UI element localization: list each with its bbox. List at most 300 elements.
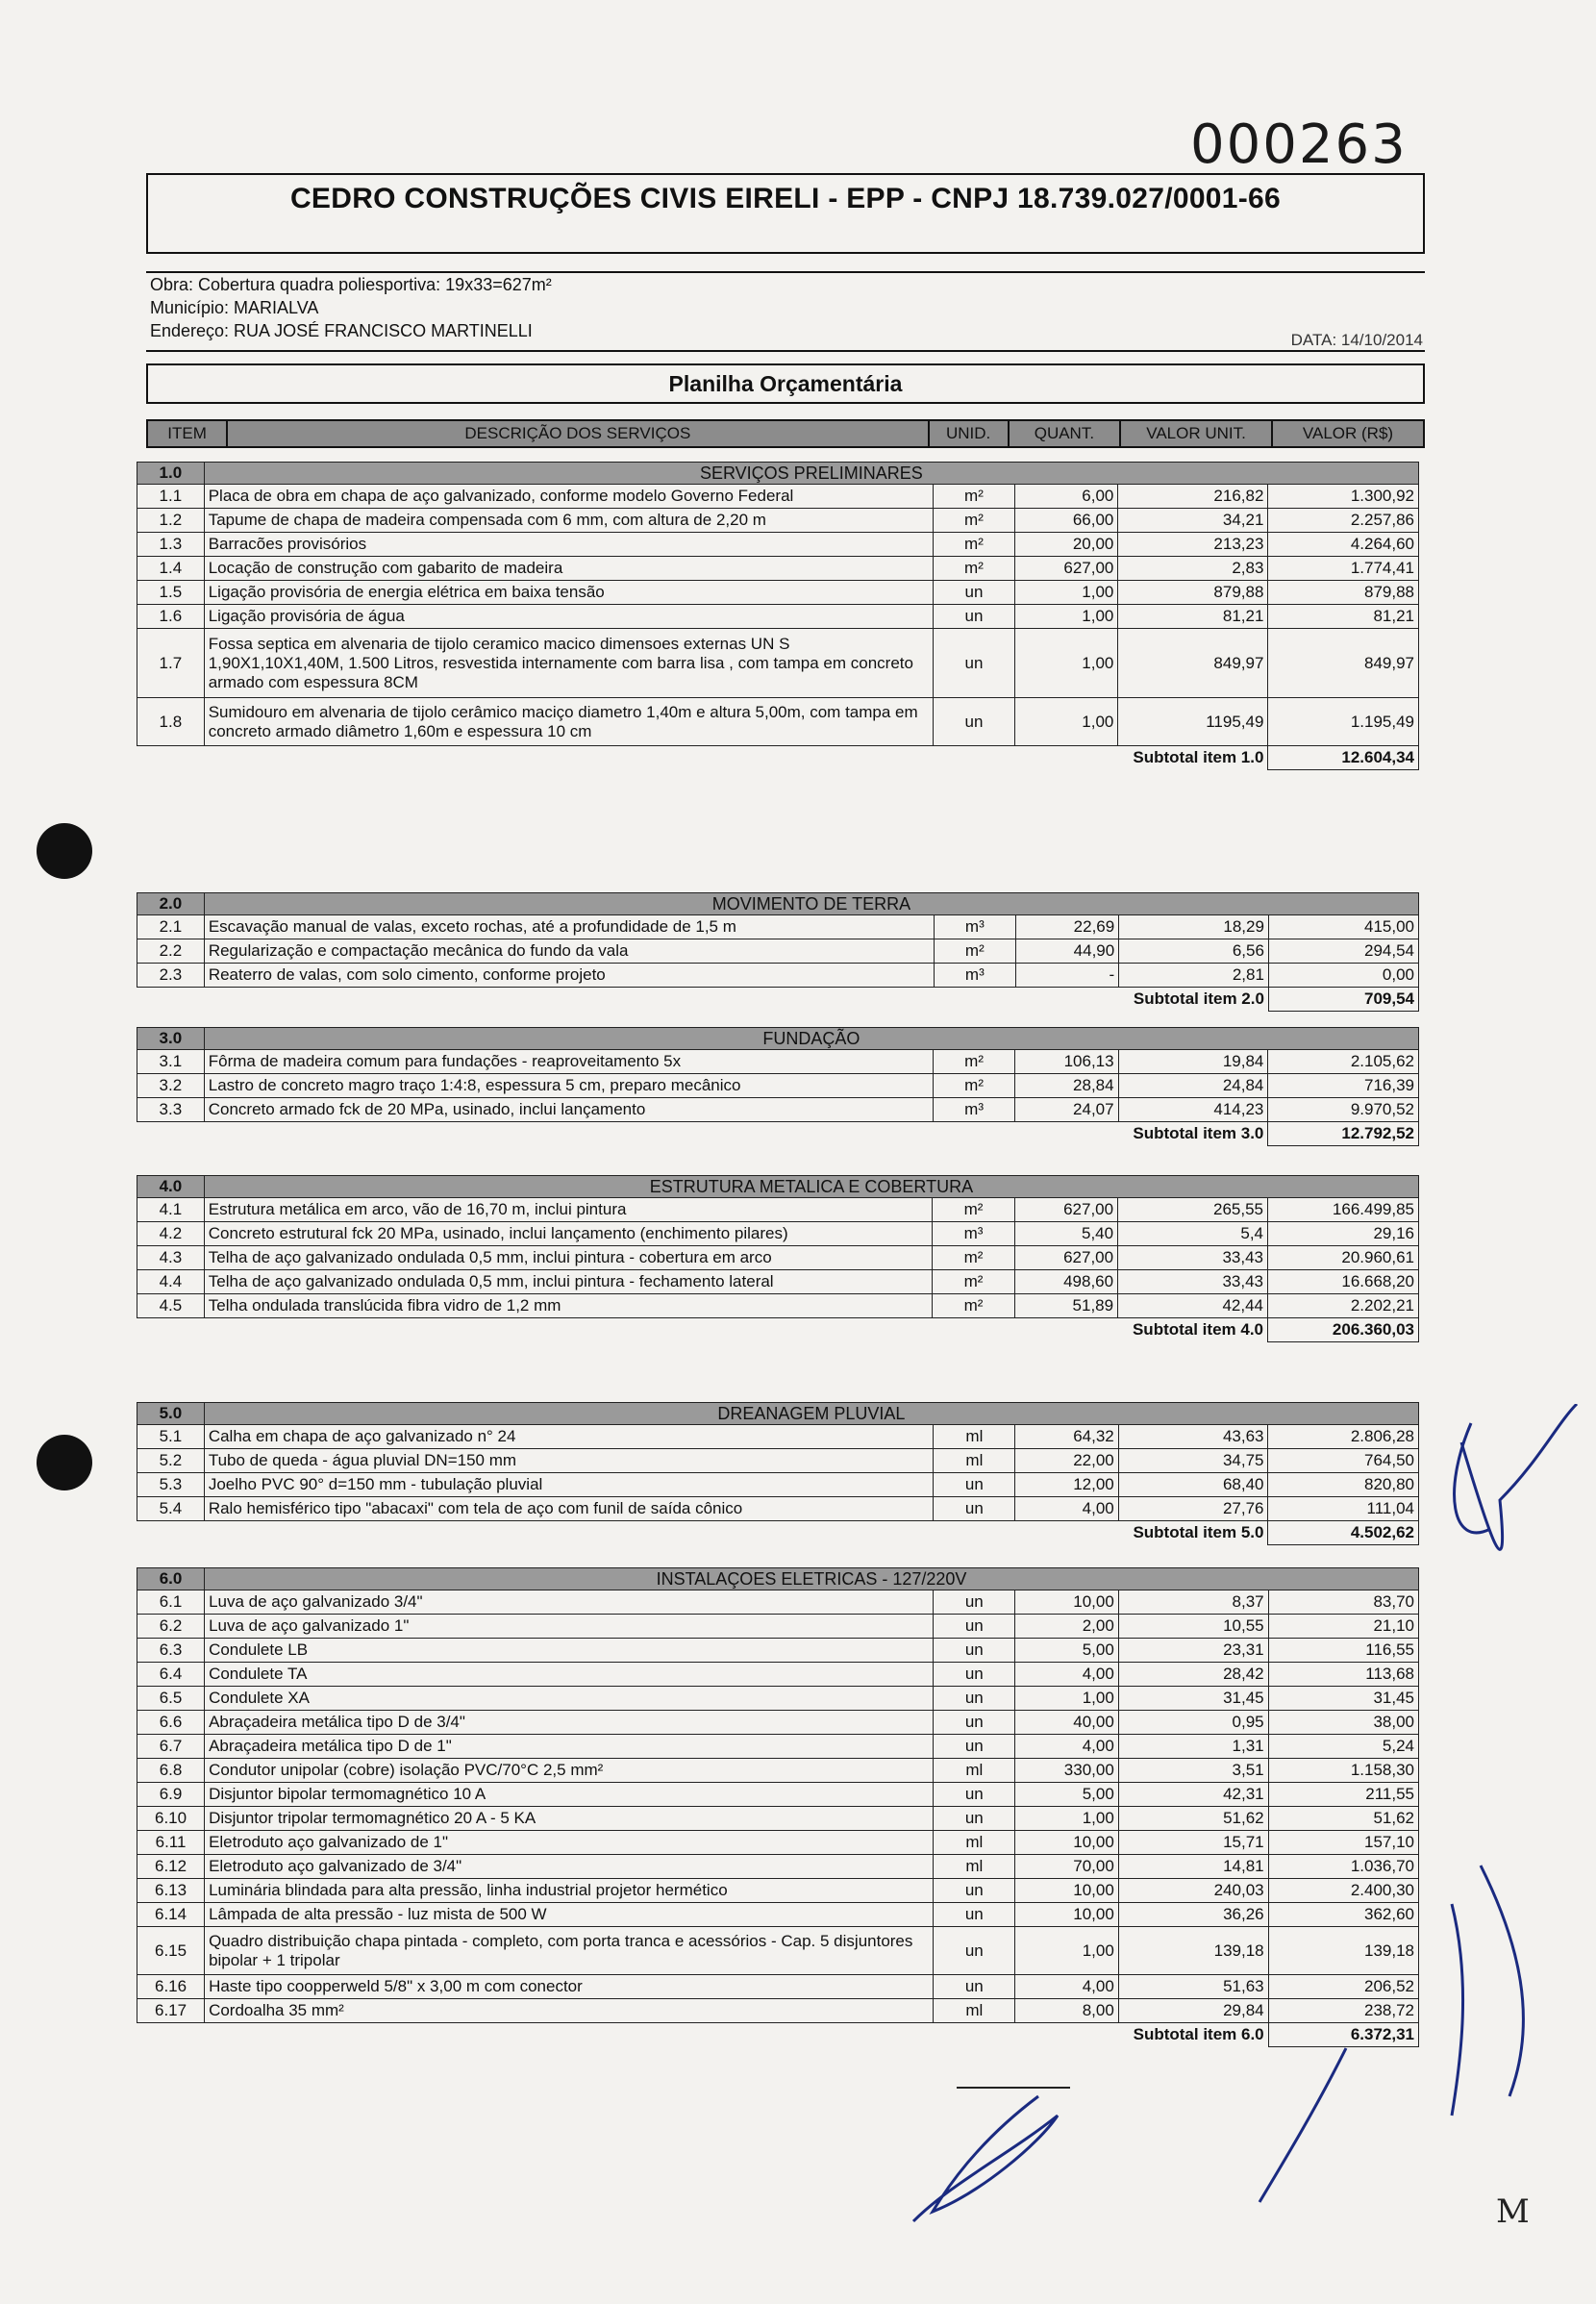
item-description: Sumidouro em alvenaria de tijolo cerâmico maciço diametro 1,40m e altura 5,00m, com tampa em concreto armado diâmetro 1,60m e espessura 10 cm bbox=[204, 698, 933, 746]
section-number: 2.0 bbox=[137, 893, 205, 915]
section-header bbox=[137, 893, 1419, 915]
item-number: 1.8 bbox=[137, 698, 205, 746]
item-number: 6.1 bbox=[137, 1590, 205, 1615]
project-info bbox=[146, 271, 1425, 352]
item-total: 81,21 bbox=[1268, 605, 1419, 629]
item-unit: un bbox=[934, 1590, 1015, 1615]
subtotal-label: Subtotal item 3.0 bbox=[1015, 1122, 1268, 1146]
item-number: 1.7 bbox=[137, 629, 205, 698]
section-table bbox=[137, 1402, 1419, 1545]
section-title: DREANAGEM PLUVIAL bbox=[204, 1403, 1418, 1425]
item-description: Condulete TA bbox=[205, 1663, 934, 1687]
item-unit: un bbox=[934, 1903, 1015, 1927]
section-header bbox=[137, 1028, 1419, 1050]
item-quantity: 8,00 bbox=[1015, 1999, 1118, 2023]
item-unit: m² bbox=[933, 557, 1014, 581]
subtotal-label: Subtotal item 6.0 bbox=[1015, 2023, 1268, 2047]
company-title: CEDRO CONSTRUÇÕES CIVIS EIRELI - EPP - CNPJ 18.739.027/0001-66 bbox=[289, 183, 1282, 214]
subtotal-value: 12.604,34 bbox=[1268, 746, 1419, 770]
item-number: 4.5 bbox=[137, 1294, 205, 1318]
item-description: Luva de aço galvanizado 3/4" bbox=[205, 1590, 934, 1615]
item-unit-price: 18,29 bbox=[1119, 915, 1269, 939]
table-row bbox=[137, 1807, 1419, 1831]
page-initials: M bbox=[1496, 2192, 1530, 2231]
item-unit-price: 5,4 bbox=[1118, 1222, 1268, 1246]
subtotal-row bbox=[137, 746, 1419, 770]
item-description: Ligação provisória de água bbox=[204, 605, 933, 629]
item-number: 6.7 bbox=[137, 1735, 205, 1759]
subtotal-value: 12.792,52 bbox=[1268, 1122, 1419, 1146]
item-number: 4.1 bbox=[137, 1198, 205, 1222]
item-unit: un bbox=[934, 1783, 1015, 1807]
item-quantity: 4,00 bbox=[1015, 1663, 1118, 1687]
item-unit-price: 879,88 bbox=[1118, 581, 1268, 605]
section-table bbox=[137, 1567, 1419, 2047]
item-unit: un bbox=[934, 1711, 1015, 1735]
table-row bbox=[137, 1903, 1419, 1927]
item-quantity: 1,00 bbox=[1015, 1927, 1118, 1975]
item-unit-price: 51,63 bbox=[1118, 1975, 1268, 1999]
item-unit-price: 51,62 bbox=[1118, 1807, 1268, 1831]
item-number: 5.1 bbox=[137, 1425, 205, 1449]
item-total: 16.668,20 bbox=[1268, 1270, 1419, 1294]
item-unit-price: 6,56 bbox=[1119, 939, 1269, 964]
item-total: 716,39 bbox=[1268, 1074, 1419, 1098]
item-quantity: 5,00 bbox=[1015, 1639, 1118, 1663]
item-total: 1.036,70 bbox=[1268, 1855, 1418, 1879]
item-quantity: 627,00 bbox=[1014, 1246, 1117, 1270]
section-number: 3.0 bbox=[137, 1028, 205, 1050]
column-header bbox=[146, 419, 1425, 448]
col-quant: QUANT. bbox=[1009, 420, 1120, 447]
item-number: 2.1 bbox=[137, 915, 205, 939]
item-unit: un bbox=[934, 1639, 1015, 1663]
item-unit-price: 265,55 bbox=[1118, 1198, 1268, 1222]
item-total: 166.499,85 bbox=[1268, 1198, 1419, 1222]
item-total: 21,10 bbox=[1268, 1615, 1418, 1639]
item-number: 1.4 bbox=[137, 557, 205, 581]
table-row bbox=[137, 1050, 1419, 1074]
item-unit: un bbox=[933, 605, 1014, 629]
item-quantity: 24,07 bbox=[1015, 1098, 1118, 1122]
item-description: Lâmpada de alta pressão - luz mista de 500 W bbox=[205, 1903, 934, 1927]
item-unit-price: 2,81 bbox=[1119, 964, 1269, 988]
item-total: 83,70 bbox=[1268, 1590, 1418, 1615]
item-description: Reaterro de valas, com solo cimento, conforme projeto bbox=[204, 964, 934, 988]
item-total: 211,55 bbox=[1268, 1783, 1418, 1807]
table-row bbox=[137, 485, 1419, 509]
item-number: 1.1 bbox=[137, 485, 205, 509]
item-quantity: 4,00 bbox=[1015, 1497, 1118, 1521]
item-number: 6.2 bbox=[137, 1615, 205, 1639]
item-total: 1.774,41 bbox=[1268, 557, 1419, 581]
item-number: 6.3 bbox=[137, 1639, 205, 1663]
item-unit-price: 81,21 bbox=[1118, 605, 1268, 629]
item-total: 820,80 bbox=[1268, 1473, 1419, 1497]
item-number: 6.10 bbox=[137, 1807, 205, 1831]
table-row bbox=[137, 1449, 1419, 1473]
subtotal-label: Subtotal item 5.0 bbox=[1015, 1521, 1268, 1545]
item-unit: un bbox=[934, 1807, 1015, 1831]
item-unit: ml bbox=[934, 1759, 1015, 1783]
item-quantity: 22,00 bbox=[1015, 1449, 1118, 1473]
item-unit-price: 1,31 bbox=[1118, 1735, 1268, 1759]
item-description: Disjuntor bipolar termomagnético 10 A bbox=[205, 1783, 934, 1807]
table-row bbox=[137, 533, 1419, 557]
item-quantity: 6,00 bbox=[1014, 485, 1117, 509]
item-total: 51,62 bbox=[1268, 1807, 1418, 1831]
item-unit: un bbox=[934, 1687, 1015, 1711]
item-unit: m³ bbox=[934, 1098, 1015, 1122]
section-table bbox=[137, 892, 1419, 1012]
table-row bbox=[137, 581, 1419, 605]
item-unit: un bbox=[934, 1663, 1015, 1687]
item-unit: un bbox=[934, 1975, 1015, 1999]
item-quantity: 64,32 bbox=[1015, 1425, 1118, 1449]
col-item: ITEM bbox=[147, 420, 227, 447]
item-quantity: 5,00 bbox=[1015, 1783, 1118, 1807]
section-number: 6.0 bbox=[137, 1568, 205, 1590]
item-total: 206,52 bbox=[1268, 1975, 1418, 1999]
item-unit-price: 19,84 bbox=[1118, 1050, 1268, 1074]
item-unit: un bbox=[934, 1927, 1015, 1975]
signature-left bbox=[894, 2077, 1086, 2231]
municipio-line: Município: MARIALVA bbox=[150, 298, 319, 317]
section-number: 4.0 bbox=[137, 1176, 205, 1198]
item-description: Ligação provisória de energia elétrica em baixa tensão bbox=[204, 581, 933, 605]
item-unit-price: 14,81 bbox=[1118, 1855, 1268, 1879]
item-description: Condutor unipolar (cobre) isolação PVC/70°C 2,5 mm² bbox=[205, 1759, 934, 1783]
item-total: 113,68 bbox=[1268, 1663, 1418, 1687]
item-unit-price: 42,44 bbox=[1118, 1294, 1268, 1318]
table-row bbox=[137, 1663, 1419, 1687]
table-row bbox=[137, 1711, 1419, 1735]
item-unit-price: 414,23 bbox=[1118, 1098, 1268, 1122]
subtotal-row bbox=[137, 1521, 1419, 1545]
item-unit-price: 31,45 bbox=[1118, 1687, 1268, 1711]
item-description: Telha de aço galvanizado ondulada 0,5 mm, inclui pintura - cobertura em arco bbox=[204, 1246, 933, 1270]
company-header bbox=[146, 173, 1425, 254]
item-description: Fôrma de madeira comum para fundações - reaproveitamento 5x bbox=[204, 1050, 933, 1074]
item-number: 3.2 bbox=[137, 1074, 205, 1098]
section-table bbox=[137, 462, 1419, 770]
item-number: 6.14 bbox=[137, 1903, 205, 1927]
subtotal-label: Subtotal item 1.0 bbox=[1014, 746, 1267, 770]
item-unit-price: 216,82 bbox=[1118, 485, 1268, 509]
item-number: 4.2 bbox=[137, 1222, 205, 1246]
item-quantity: 70,00 bbox=[1015, 1855, 1118, 1879]
item-unit: ml bbox=[934, 1831, 1015, 1855]
item-total: 362,60 bbox=[1268, 1903, 1418, 1927]
section-table bbox=[137, 1175, 1419, 1342]
table-row bbox=[137, 1879, 1419, 1903]
table-row bbox=[137, 1975, 1419, 1999]
item-total: 849,97 bbox=[1268, 629, 1419, 698]
item-quantity: 1,00 bbox=[1015, 1807, 1118, 1831]
section-table bbox=[137, 1027, 1419, 1146]
item-description: Tubo de queda - água pluvial DN=150 mm bbox=[204, 1449, 933, 1473]
item-quantity: 4,00 bbox=[1015, 1735, 1118, 1759]
item-total: 157,10 bbox=[1268, 1831, 1418, 1855]
item-description: Condulete LB bbox=[205, 1639, 934, 1663]
item-unit: un bbox=[934, 1735, 1015, 1759]
item-number: 6.9 bbox=[137, 1783, 205, 1807]
item-unit: un bbox=[934, 1473, 1015, 1497]
item-total: 1.195,49 bbox=[1268, 698, 1419, 746]
item-quantity: 12,00 bbox=[1015, 1473, 1118, 1497]
item-number: 6.12 bbox=[137, 1855, 205, 1879]
table-row bbox=[137, 509, 1419, 533]
item-description: Concreto estrutural fck 20 MPa, usinado, inclui lançamento (enchimento pilares) bbox=[204, 1222, 933, 1246]
item-unit: un bbox=[934, 1497, 1015, 1521]
table-row bbox=[137, 1425, 1419, 1449]
item-number: 4.3 bbox=[137, 1246, 205, 1270]
item-description: Condulete XA bbox=[205, 1687, 934, 1711]
table-row bbox=[137, 1999, 1419, 2023]
table-row bbox=[137, 1246, 1419, 1270]
planilha-title: Planilha Orçamentária bbox=[146, 363, 1425, 404]
table-row bbox=[137, 1783, 1419, 1807]
section-title: SERVIÇOS PRELIMINARES bbox=[204, 463, 1418, 485]
table-row bbox=[137, 939, 1419, 964]
table-row bbox=[137, 1927, 1419, 1975]
table-row bbox=[137, 1855, 1419, 1879]
item-description: Quadro distribuição chapa pintada - completo, com porta tranca e acessórios - Cap. 5 disjuntores bipolar + 1 tripolar bbox=[205, 1927, 934, 1975]
item-total: 2.806,28 bbox=[1268, 1425, 1419, 1449]
item-quantity: 5,40 bbox=[1014, 1222, 1117, 1246]
table-row bbox=[137, 557, 1419, 581]
item-number: 1.2 bbox=[137, 509, 205, 533]
table-row bbox=[137, 1497, 1419, 1521]
obra-line: Obra: Cobertura quadra poliesportiva: 19x33=627m² bbox=[150, 275, 552, 294]
item-number: 4.4 bbox=[137, 1270, 205, 1294]
item-total: 2.257,86 bbox=[1268, 509, 1419, 533]
item-total: 415,00 bbox=[1268, 915, 1418, 939]
item-total: 4.264,60 bbox=[1268, 533, 1419, 557]
item-number: 6.4 bbox=[137, 1663, 205, 1687]
item-number: 6.17 bbox=[137, 1999, 205, 2023]
item-unit-price: 240,03 bbox=[1118, 1879, 1268, 1903]
section-header bbox=[137, 1403, 1419, 1425]
item-quantity: 106,13 bbox=[1015, 1050, 1118, 1074]
item-number: 6.15 bbox=[137, 1927, 205, 1975]
table-row bbox=[137, 1759, 1419, 1783]
subtotal-label: Subtotal item 2.0 bbox=[1015, 988, 1268, 1012]
item-unit-price: 1195,49 bbox=[1118, 698, 1268, 746]
item-total: 0,00 bbox=[1268, 964, 1418, 988]
item-total: 1.158,30 bbox=[1268, 1759, 1418, 1783]
item-unit: m² bbox=[934, 939, 1015, 964]
section-header bbox=[137, 1568, 1419, 1590]
item-unit: ml bbox=[934, 1449, 1015, 1473]
item-description: Tapume de chapa de madeira compensada com 6 mm, com altura de 2,20 m bbox=[204, 509, 933, 533]
item-quantity: 330,00 bbox=[1015, 1759, 1118, 1783]
item-unit-price: 33,43 bbox=[1118, 1246, 1268, 1270]
item-description: Estrutura metálica em arco, vão de 16,70 m, inclui pintura bbox=[204, 1198, 933, 1222]
item-total: 116,55 bbox=[1268, 1639, 1418, 1663]
item-unit: m² bbox=[933, 1198, 1014, 1222]
item-number: 6.16 bbox=[137, 1975, 205, 1999]
item-quantity: 66,00 bbox=[1014, 509, 1117, 533]
item-description: Joelho PVC 90° d=150 mm - tubulação pluvial bbox=[204, 1473, 933, 1497]
col-unid: UNID. bbox=[929, 420, 1009, 447]
table-row bbox=[137, 1831, 1419, 1855]
item-total: 111,04 bbox=[1268, 1497, 1419, 1521]
subtotal-row bbox=[137, 2023, 1419, 2047]
item-number: 3.1 bbox=[137, 1050, 205, 1074]
item-unit-price: 42,31 bbox=[1118, 1783, 1268, 1807]
endereco-line: Endereço: RUA JOSÉ FRANCISCO MARTINELLI bbox=[150, 321, 533, 340]
item-description: Regularização e compactação mecânica do fundo da vala bbox=[204, 939, 934, 964]
punch-hole bbox=[37, 1435, 92, 1490]
item-description: Barracões provisórios bbox=[204, 533, 933, 557]
subtotal-label: Subtotal item 4.0 bbox=[1014, 1318, 1267, 1342]
item-total: 1.300,92 bbox=[1268, 485, 1419, 509]
item-description: Eletroduto aço galvanizado de 3/4" bbox=[205, 1855, 934, 1879]
item-unit-price: 28,42 bbox=[1118, 1663, 1268, 1687]
item-quantity: 10,00 bbox=[1015, 1590, 1118, 1615]
item-description: Lastro de concreto magro traço 1:4:8, espessura 5 cm, preparo mecânico bbox=[204, 1074, 933, 1098]
item-description: Eletroduto aço galvanizado de 1" bbox=[205, 1831, 934, 1855]
item-unit-price: 34,75 bbox=[1118, 1449, 1268, 1473]
item-number: 3.3 bbox=[137, 1098, 205, 1122]
item-number: 6.5 bbox=[137, 1687, 205, 1711]
item-number: 1.6 bbox=[137, 605, 205, 629]
document-number: 000263 bbox=[1190, 113, 1408, 176]
section-title: INSTALAÇOES ELETRICAS - 127/220V bbox=[205, 1568, 1419, 1590]
subtotal-value: 709,54 bbox=[1268, 988, 1418, 1012]
item-quantity: 1,00 bbox=[1015, 1687, 1118, 1711]
item-unit: m² bbox=[933, 1246, 1014, 1270]
date-label: DATA: 14/10/2014 bbox=[1290, 331, 1423, 349]
item-unit: m² bbox=[933, 1294, 1014, 1318]
item-number: 1.5 bbox=[137, 581, 205, 605]
item-description: Abraçadeira metálica tipo D de 3/4" bbox=[205, 1711, 934, 1735]
table-row bbox=[137, 1639, 1419, 1663]
subtotal-row bbox=[137, 988, 1419, 1012]
punch-hole bbox=[37, 823, 92, 879]
item-unit-price: 24,84 bbox=[1118, 1074, 1268, 1098]
item-quantity: 627,00 bbox=[1014, 1198, 1117, 1222]
item-unit: m³ bbox=[934, 915, 1015, 939]
item-unit-price: 139,18 bbox=[1118, 1927, 1268, 1975]
item-unit-price: 0,95 bbox=[1118, 1711, 1268, 1735]
item-unit: un bbox=[934, 1615, 1015, 1639]
item-description: Calha em chapa de aço galvanizado n° 24 bbox=[204, 1425, 933, 1449]
section-title: MOVIMENTO DE TERRA bbox=[204, 893, 1418, 915]
table-row bbox=[137, 1198, 1419, 1222]
item-description: Luva de aço galvanizado 1" bbox=[205, 1615, 934, 1639]
item-total: 20.960,61 bbox=[1268, 1246, 1419, 1270]
item-quantity: 2,00 bbox=[1015, 1615, 1118, 1639]
item-number: 6.13 bbox=[137, 1879, 205, 1903]
item-unit-price: 68,40 bbox=[1118, 1473, 1268, 1497]
table-row bbox=[137, 1222, 1419, 1246]
item-unit: ml bbox=[934, 1855, 1015, 1879]
item-description: Luminária blindada para alta pressão, linha industrial projetor hermético bbox=[205, 1879, 934, 1903]
col-valor-unit: VALOR UNIT. bbox=[1120, 420, 1272, 447]
item-unit: ml bbox=[934, 1425, 1015, 1449]
table-row bbox=[137, 1735, 1419, 1759]
item-total: 2.105,62 bbox=[1268, 1050, 1419, 1074]
item-quantity: 498,60 bbox=[1014, 1270, 1117, 1294]
item-unit-price: 8,37 bbox=[1118, 1590, 1268, 1615]
table-row bbox=[137, 1074, 1419, 1098]
signature-middle bbox=[1250, 2039, 1365, 2212]
item-total: 764,50 bbox=[1268, 1449, 1419, 1473]
item-quantity: 28,84 bbox=[1015, 1074, 1118, 1098]
item-unit-price: 43,63 bbox=[1118, 1425, 1268, 1449]
item-number: 6.11 bbox=[137, 1831, 205, 1855]
item-unit: m³ bbox=[934, 964, 1015, 988]
item-total: 2.202,21 bbox=[1268, 1294, 1419, 1318]
item-unit: un bbox=[933, 629, 1014, 698]
item-number: 5.2 bbox=[137, 1449, 205, 1473]
col-descricao: DESCRIÇÃO DOS SERVIÇOS bbox=[227, 420, 928, 447]
item-quantity: 1,00 bbox=[1014, 581, 1117, 605]
item-description: Concreto armado fck de 20 MPa, usinado, inclui lançamento bbox=[204, 1098, 933, 1122]
table-row bbox=[137, 964, 1419, 988]
item-description: Telha de aço galvanizado ondulada 0,5 mm, inclui pintura - fechamento lateral bbox=[204, 1270, 933, 1294]
item-total: 31,45 bbox=[1268, 1687, 1418, 1711]
section-title: ESTRUTURA METALICA E COBERTURA bbox=[204, 1176, 1418, 1198]
item-total: 139,18 bbox=[1268, 1927, 1418, 1975]
item-description: Haste tipo coopperweld 5/8" x 3,00 m com conector bbox=[205, 1975, 934, 1999]
item-description: Fossa septica em alvenaria de tijolo ceramico macico dimensoes externas UN S 1,90X1,10X1,40M, 1.500 Litros, resvestida internamente com barra lisa , com tampa em concreto armado com espessura 8CM bbox=[204, 629, 933, 698]
table-row bbox=[137, 1098, 1419, 1122]
item-quantity: - bbox=[1015, 964, 1118, 988]
item-unit-price: 3,51 bbox=[1118, 1759, 1268, 1783]
item-quantity: 1,00 bbox=[1014, 629, 1117, 698]
item-unit-price: 29,84 bbox=[1118, 1999, 1268, 2023]
item-quantity: 10,00 bbox=[1015, 1903, 1118, 1927]
table-row bbox=[137, 605, 1419, 629]
subtotal-value: 206.360,03 bbox=[1268, 1318, 1419, 1342]
table-row bbox=[137, 1473, 1419, 1497]
item-quantity: 44,90 bbox=[1015, 939, 1118, 964]
item-quantity: 1,00 bbox=[1014, 605, 1117, 629]
item-quantity: 20,00 bbox=[1014, 533, 1117, 557]
table-row bbox=[137, 1294, 1419, 1318]
item-total: 29,16 bbox=[1268, 1222, 1419, 1246]
item-unit-price: 849,97 bbox=[1118, 629, 1268, 698]
item-unit: m² bbox=[933, 509, 1014, 533]
item-unit: m² bbox=[934, 1074, 1015, 1098]
item-number: 2.2 bbox=[137, 939, 205, 964]
item-total: 9.970,52 bbox=[1268, 1098, 1419, 1122]
item-total: 294,54 bbox=[1268, 939, 1418, 964]
item-description: Ralo hemisférico tipo "abacaxi" com tela de aço com funil de saída cônico bbox=[204, 1497, 933, 1521]
item-number: 5.3 bbox=[137, 1473, 205, 1497]
item-unit-price: 34,21 bbox=[1118, 509, 1268, 533]
item-total: 238,72 bbox=[1268, 1999, 1418, 2023]
item-total: 879,88 bbox=[1268, 581, 1419, 605]
item-number: 2.3 bbox=[137, 964, 205, 988]
item-unit: m² bbox=[933, 485, 1014, 509]
table-row bbox=[137, 915, 1419, 939]
table-row bbox=[137, 1590, 1419, 1615]
item-unit-price: 10,55 bbox=[1118, 1615, 1268, 1639]
section-header bbox=[137, 1176, 1419, 1198]
item-unit-price: 213,23 bbox=[1118, 533, 1268, 557]
table-row bbox=[137, 698, 1419, 746]
subtotal-row bbox=[137, 1318, 1419, 1342]
item-description: Telha ondulada translúcida fibra vidro de 1,2 mm bbox=[204, 1294, 933, 1318]
item-total: 38,00 bbox=[1268, 1711, 1418, 1735]
item-unit: m² bbox=[933, 1270, 1014, 1294]
item-unit-price: 36,26 bbox=[1118, 1903, 1268, 1927]
item-unit: un bbox=[933, 698, 1014, 746]
